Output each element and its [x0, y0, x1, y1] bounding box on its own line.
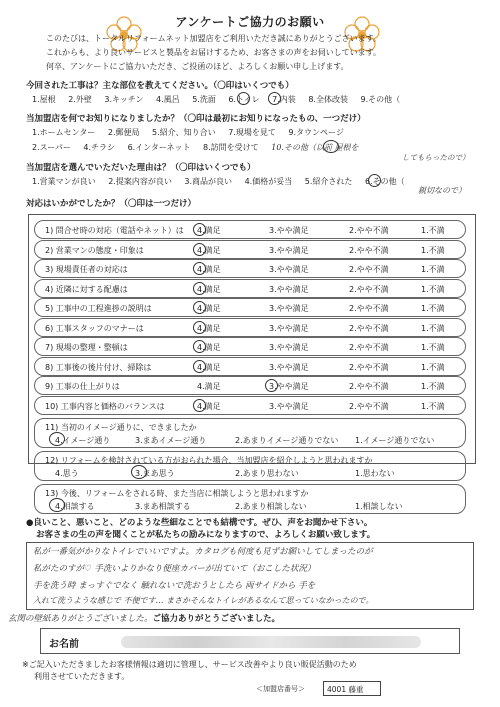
- selection-circle: [193, 360, 206, 373]
- rating-option[interactable]: 2.やや不満: [349, 382, 389, 391]
- q2-handwritten-note: してもらったので）: [402, 153, 470, 162]
- rating-option[interactable]: 4.満足: [197, 323, 221, 333]
- rating-option[interactable]: 1.不満: [421, 323, 445, 333]
- rating-option[interactable]: 3.やや満足: [269, 401, 309, 411]
- q2-option[interactable]: 1.ホームセンター: [32, 128, 96, 137]
- rating-option[interactable]: 4.満足: [197, 362, 221, 372]
- q2-option[interactable]: 9.タウンページ: [288, 128, 344, 137]
- q12-option[interactable]: 4.思う: [55, 469, 79, 478]
- q1-option[interactable]: 3.キッチン: [104, 95, 144, 104]
- name-field[interactable]: お名前: [40, 628, 460, 654]
- rating-option[interactable]: 1.不満: [421, 401, 445, 411]
- q1-option[interactable]: 7.内装: [272, 95, 296, 104]
- selection-circle: [193, 223, 206, 236]
- q2-option[interactable]: 2.郵便局: [107, 128, 140, 137]
- rating-row: [34, 337, 466, 356]
- rating-row-label: 4) 近隣に対する配慮は: [45, 284, 128, 294]
- q12-box: 12) リフォームを検討されている方がおられた場合、当加盟店を紹介しようと思われますか 4.思う 3.まあ思う 2.あまり思わない 1.思わない: [34, 451, 466, 481]
- selection-circle: [268, 92, 281, 105]
- rating-row: [34, 318, 466, 337]
- selection-circle: [193, 340, 206, 353]
- rating-row-label: 2) 営業マンの態度・印象は: [45, 245, 144, 255]
- q3-option[interactable]: 2.提案内容が良い: [108, 177, 172, 186]
- rating-option[interactable]: 4.満足: [197, 382, 221, 391]
- selection-circle: [131, 465, 147, 479]
- rating-option[interactable]: 1.不満: [421, 284, 445, 294]
- rating-option[interactable]: 3.やや満足: [269, 265, 309, 274]
- q13-option[interactable]: 4.相談する: [55, 502, 95, 511]
- rating-option[interactable]: 2.やや不満: [349, 226, 389, 235]
- q1-option[interactable]: 6.トイレ: [228, 95, 260, 104]
- q2-option[interactable]: 10.その他（以前 屋根を: [271, 143, 359, 152]
- rating-option[interactable]: 2.やや不満: [349, 362, 389, 372]
- rating-option[interactable]: 2.やや不満: [349, 304, 389, 313]
- q12-option[interactable]: 3.まあ思う: [135, 469, 175, 478]
- rating-row: [34, 259, 466, 278]
- rating-row: [34, 357, 466, 376]
- rating-row: [34, 240, 466, 259]
- rating-option[interactable]: 1.不満: [421, 343, 445, 352]
- rating-option[interactable]: 1.不満: [421, 362, 445, 372]
- q1-heading: 今回された工事は？主な部位を教えてください。（〇印はいくつでも）: [26, 81, 294, 91]
- rating-option[interactable]: 4.満足: [197, 226, 221, 235]
- selection-circle: [193, 243, 206, 256]
- rating-row: [34, 298, 466, 317]
- q11-option[interactable]: 4.イメージ通り: [55, 436, 111, 445]
- q1-option[interactable]: 9.その他（: [360, 95, 401, 104]
- rating-option[interactable]: 1.不満: [421, 245, 445, 255]
- q3-option[interactable]: 5.紹介された: [304, 177, 353, 186]
- selection-circle: [193, 301, 206, 314]
- selection-circle: [193, 399, 206, 412]
- q1-option[interactable]: 4.風呂: [156, 95, 180, 104]
- rating-option[interactable]: 2.やや不満: [349, 284, 389, 294]
- rating-option[interactable]: 4.満足: [197, 284, 221, 294]
- freeform-line: 私が一番気がかりなトイレでいいですよ。カタログも何度も見ずお願いしてしまったのが: [33, 547, 373, 557]
- rating-row: [34, 396, 466, 415]
- q2-options-row2: [32, 142, 369, 153]
- rating-option[interactable]: 1.不満: [421, 226, 445, 235]
- selection-circle: [49, 432, 65, 446]
- q11-option[interactable]: 1.イメージ通りでない: [355, 436, 435, 445]
- q3-option[interactable]: 3.商品が良い: [184, 177, 233, 186]
- rating-option[interactable]: 3.やや満足: [269, 323, 309, 333]
- selection-circle: [265, 379, 278, 392]
- q1-option[interactable]: 2.外壁: [68, 95, 92, 104]
- rating-option[interactable]: 4.満足: [197, 343, 221, 352]
- rating-option[interactable]: 4.満足: [197, 265, 221, 274]
- rating-option[interactable]: 3.やや満足: [269, 226, 309, 235]
- q1-option[interactable]: 8.全体改装: [308, 95, 348, 104]
- rating-row: [34, 376, 466, 395]
- rating-row-label: 7) 現場の整理・整頓は: [45, 343, 128, 352]
- q12-option[interactable]: 1.思わない: [355, 469, 395, 478]
- rating-row-label: 9) 工事の仕上がりは: [45, 382, 120, 391]
- q1-option[interactable]: 5.洗面: [192, 95, 216, 104]
- rating-option[interactable]: 3.やや満足: [269, 245, 309, 255]
- rating-option[interactable]: 3.やや満足: [269, 304, 309, 313]
- q1-options: [32, 94, 410, 105]
- rating-option[interactable]: 3.やや満足: [269, 343, 309, 352]
- freeform-line: 手を洗う時 まっすぐでなく 触れないで洗おうとしたら 両サイドから 手を: [33, 581, 316, 591]
- freeform-question: ●良いこと、悪いこと、どのような些細なことでも結構です。ぜひ、声をお聞かせ下さい。 お客さまの生の声を聞くことが私たちの励みになりますので、よろしくお願い致します。: [26, 518, 376, 540]
- rating-option[interactable]: 3.やや満足: [269, 284, 309, 294]
- q1-option[interactable]: 1.屋根: [32, 95, 56, 104]
- q2-heading: 当加盟店を何でお知りになりましたか？（〇印は最初にお知りになったもの、一つだけ）: [26, 114, 366, 124]
- q3-handwritten-note: 親切なので）: [418, 186, 466, 195]
- selection-circle: [193, 321, 206, 334]
- intro-text: このたびは、トータルリフォームネット加盟店をご利用いただき誠にありがとうございます。 これからも、より良いサービスと製品をお届けするため、お客さまの声をお伺いしています。 何卒、アンケートにご協力いただき、ご投函のほど、よろしくお願い申し上げます。: [46, 34, 382, 71]
- rating-row-label: 1) 問合せ時の対応（電話やネット）は: [45, 226, 184, 235]
- rating-option[interactable]: 1.不満: [421, 304, 445, 313]
- q13-option[interactable]: 2.あまり相談しない: [235, 502, 307, 511]
- q2-option[interactable]: 4.チラシ: [83, 143, 116, 152]
- q11-option[interactable]: 3.まあイメージ通り: [135, 436, 207, 445]
- q4-heading: 対応はいかがでしたか？（〇印は一つだけ）: [26, 199, 197, 209]
- rating-row: [34, 220, 466, 239]
- rating-option[interactable]: 4.満足: [197, 401, 221, 411]
- store-code-value: 4001 藤重: [323, 681, 381, 696]
- rating-row-label: 3) 現場責任者の対応は: [45, 265, 128, 274]
- q13-option[interactable]: 3.まあ相談する: [135, 502, 191, 511]
- q3-option[interactable]: 4.価格が妥当: [244, 177, 293, 186]
- selection-circle: [237, 92, 250, 105]
- freeform-answer-box[interactable]: [26, 542, 474, 610]
- q13-option[interactable]: 1.相談しない: [355, 502, 403, 511]
- rating-row-label: 5) 工事中の工程進捗の説明は: [45, 304, 152, 313]
- rating-option[interactable]: 3.やや満足: [269, 362, 309, 372]
- footer-note: ※ご記入いただきましたお客様情報は適切に管理し、サービス改善やより良い販促活動のため 利用させていただきます。: [22, 660, 357, 681]
- q3-heading: 当加盟店を選んでいただいた理由は？（〇印はいくつでも）: [26, 163, 256, 173]
- q2-option[interactable]: 2.スーパー: [32, 143, 71, 152]
- q3-option[interactable]: 1.営業マンが良い: [32, 177, 96, 186]
- q11-box: 11) 当初のイメージ通りに、できましたか 4.イメージ通り 3.まあイメージ通り 2.あまりイメージ通りでない 1.イメージ通りでない: [34, 418, 466, 448]
- q2-option[interactable]: 6.インターネット: [127, 143, 191, 152]
- q2-option[interactable]: 5.紹介、知り合い: [152, 128, 216, 137]
- q13-box: 13) 今後、リフォームをされる時、また当店に相談しようと思われますか 4.相談する 3.まあ相談する 2.あまり相談しない 1.相談しない: [34, 484, 466, 514]
- rating-row: [34, 279, 466, 298]
- store-code-label: ＜加盟店番号＞: [256, 685, 305, 693]
- q2-option[interactable]: 7.現場を見て: [228, 128, 276, 137]
- rating-option[interactable]: 4.満足: [197, 304, 221, 313]
- survey-title: アンケートご協力のお願い: [175, 15, 325, 29]
- q12-option[interactable]: 2.あまり思わない: [235, 469, 299, 478]
- q3-option[interactable]: 6.その他（: [364, 177, 405, 186]
- rating-option[interactable]: 3.やや満足: [269, 382, 309, 391]
- rating-option[interactable]: 4.満足: [197, 245, 221, 255]
- selection-circle: [193, 262, 206, 275]
- rating-option[interactable]: 2.やや不満: [349, 323, 389, 333]
- rating-option[interactable]: 2.やや不満: [349, 401, 389, 411]
- redacted-name: [121, 636, 421, 648]
- rating-row-label: 10) 工事内容と価格のバランスは: [45, 401, 165, 411]
- selection-circle: [193, 282, 206, 295]
- freeform-line: 入れて洗うような感じで 不便です… まさかそんなトイレがあるなんて思っていなかったので。: [33, 596, 374, 605]
- q3-options: [32, 176, 415, 187]
- rating-option[interactable]: 2.やや不満: [349, 245, 389, 255]
- freeform-line: 私がたのすが♡ 手洗いよりかなり便座カバーが出ていて（おこした状況）: [33, 564, 316, 574]
- q11-option[interactable]: 2.あまりイメージ通りでない: [235, 436, 339, 445]
- rating-option[interactable]: 2.やや不満: [349, 265, 389, 274]
- selection-circle: [323, 140, 339, 153]
- q2-options-row1: [32, 127, 354, 138]
- rating-option[interactable]: 2.やや不満: [349, 343, 389, 352]
- rating-row-label: 8) 工事後の後片付け、掃除は: [45, 362, 152, 372]
- freeform-last-line: 玄関の壁紙ありがとうございました。ご協力ありがとうございました。: [8, 614, 281, 624]
- rating-row-label: 6) 工事スタッフのマナーは: [45, 323, 144, 333]
- selection-circle: [49, 498, 65, 512]
- q2-option[interactable]: 8.訪問を受けて: [203, 143, 259, 152]
- selection-circle: [368, 174, 381, 187]
- rating-option[interactable]: 1.不満: [421, 382, 445, 391]
- rating-option[interactable]: 1.不満: [421, 265, 445, 274]
